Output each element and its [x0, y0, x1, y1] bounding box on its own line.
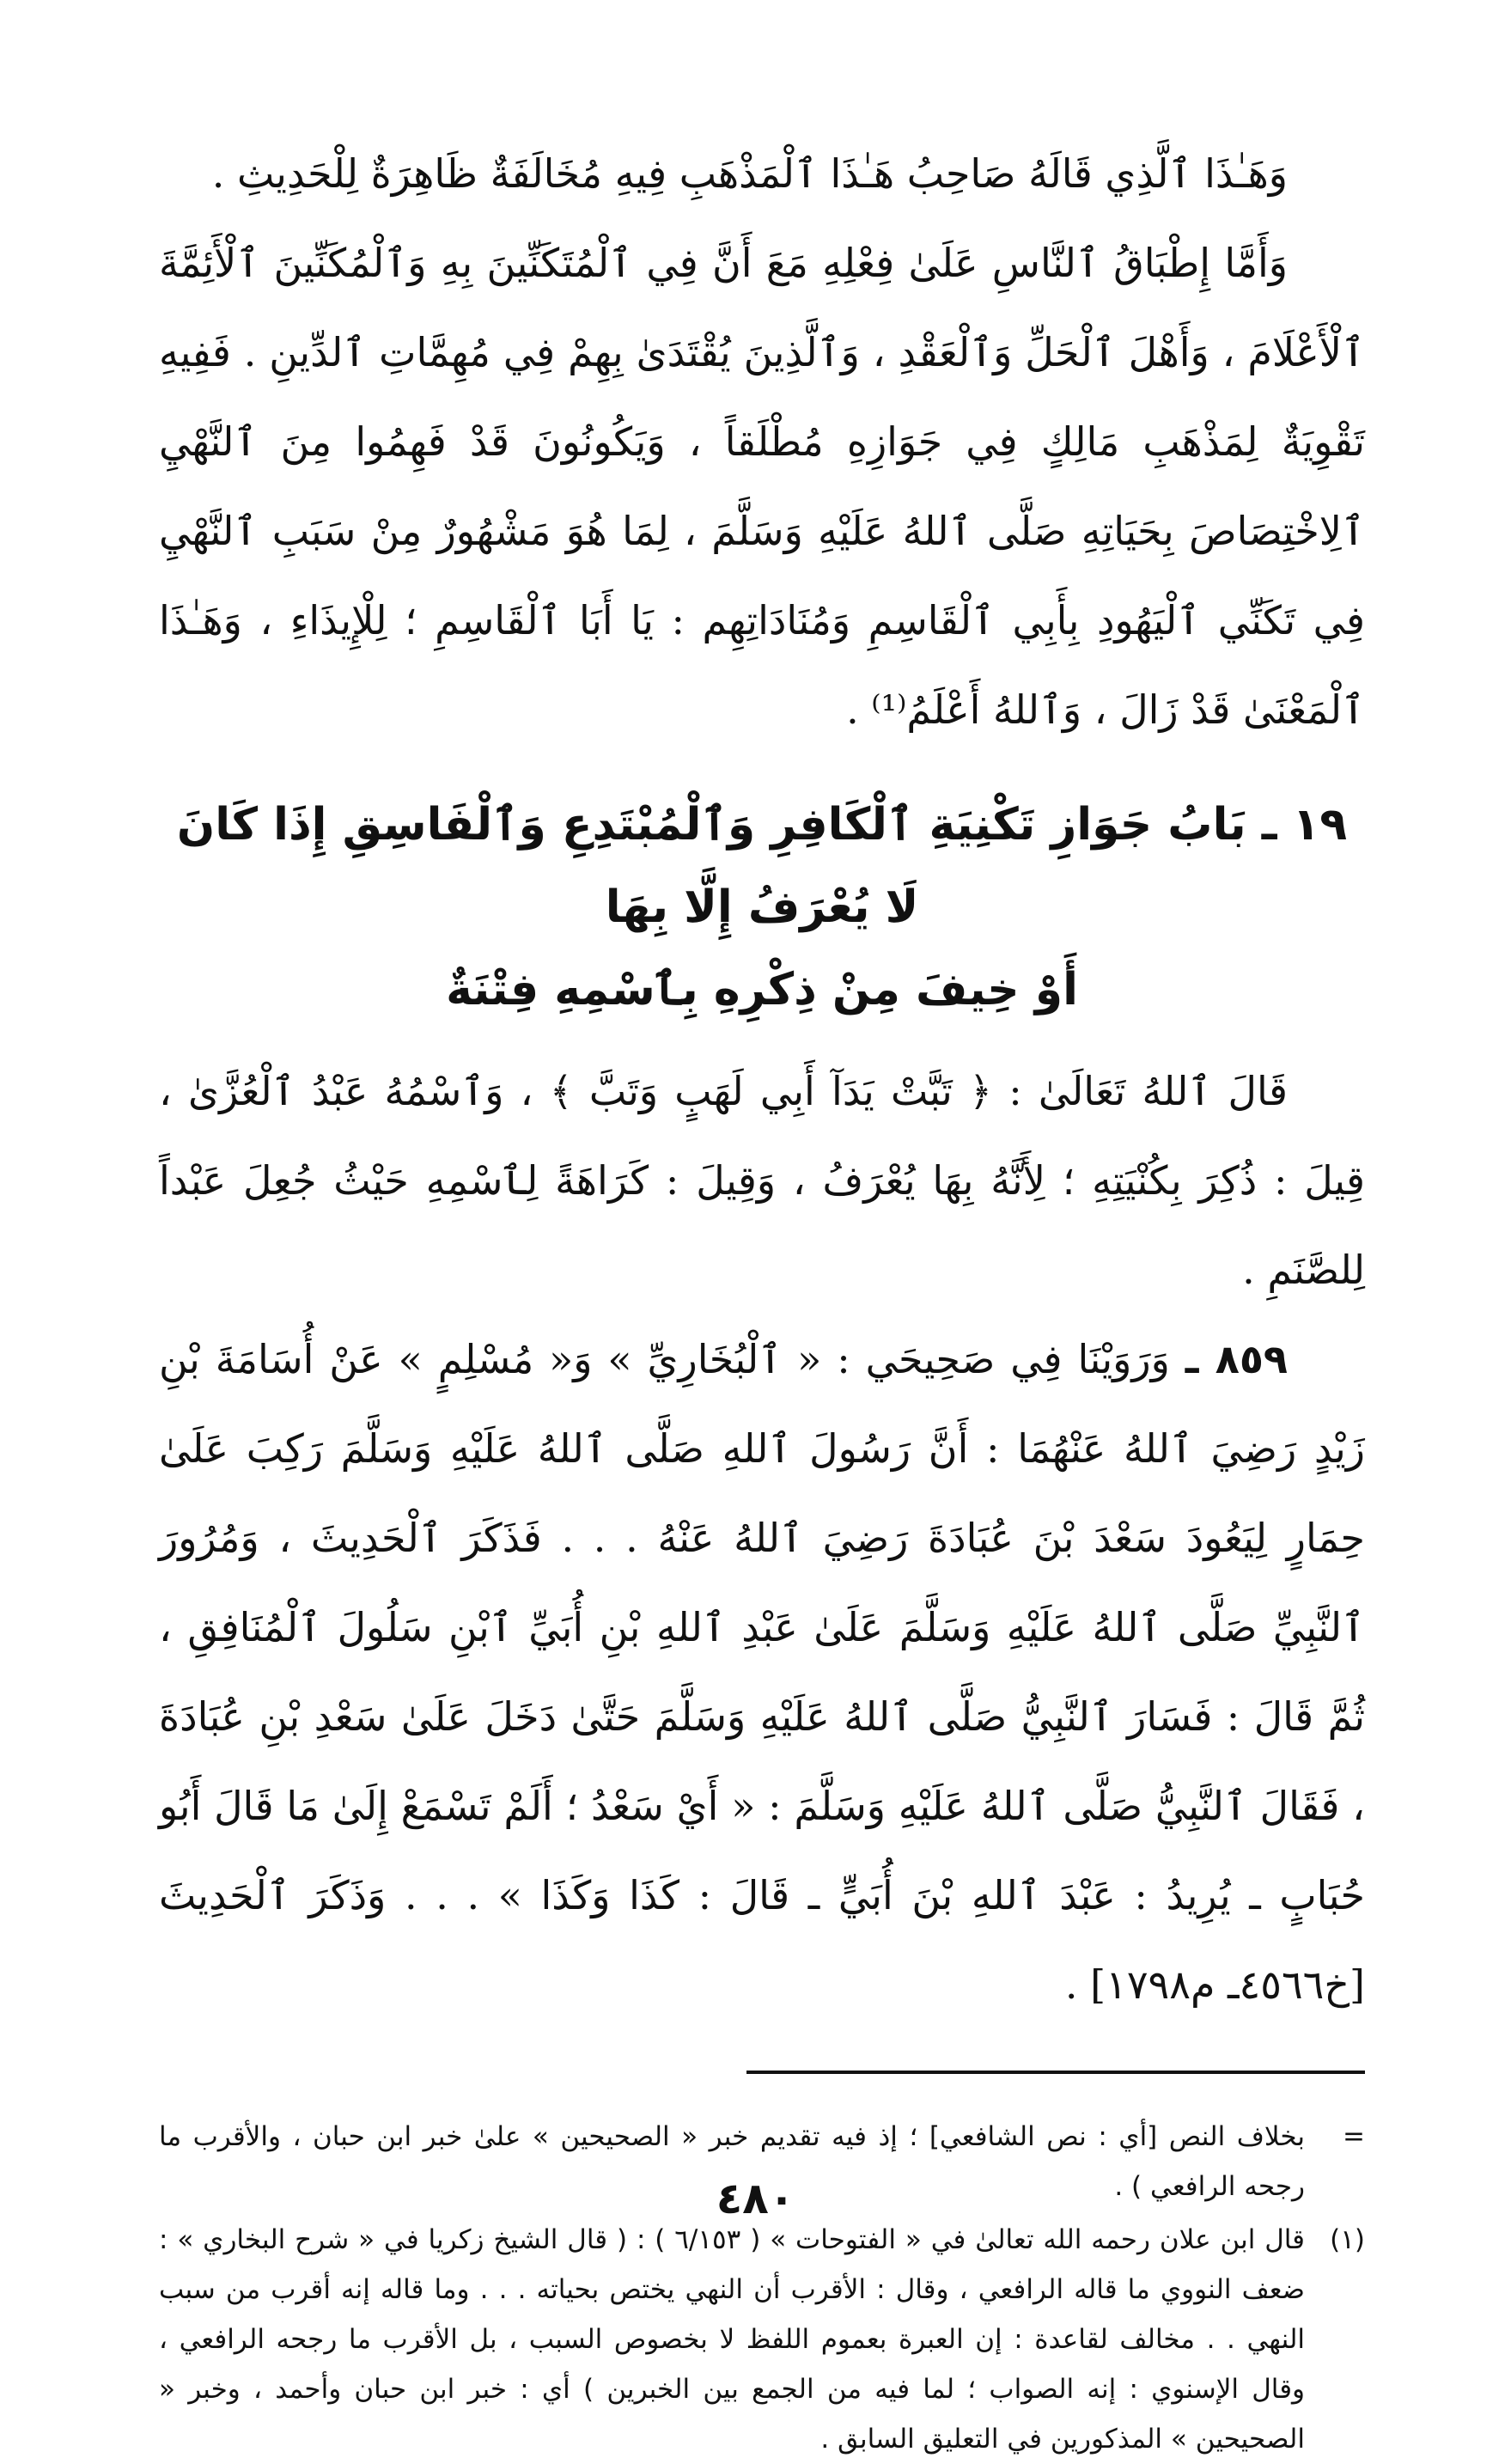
paragraph-quran-quote: قَالَ ٱللهُ تَعَالَىٰ : ﴿ تَبَّتْ يَدَآ أَبِي لَهَبٍ وَتَبَّ ﴾ ، وَٱسْمُهُ عَبْدُ ٱلْعُزَّىٰ ، قِيلَ : ذُكِرَ بِكُنْيَتِهِ ؛ لِأَنَّهُ بِهَا يُعْرَفُ ، وَقِيلَ : كَرَاهَةً لِٱسْمِهِ حَيْثُ جُعِلَ عَبْداً لِلصَّنَمِ .	[159, 1068, 1365, 1293]
chapter-heading-line-2: أَوْ خِيفَ مِنْ ذِكْرِهِ بِٱسْمِهِ فِتْنَةٌ	[446, 964, 1078, 1015]
chapter-heading	[159, 784, 1365, 1031]
footnote-text: قال ابن علان رحمه الله تعالىٰ في « الفتوحات » ( ٦/١٥٣ ) : ( قال الشيخ زكريا في « شرح البخاري » : ضعف النووي ما قاله الرافعي ، وقال : الأقرب أن النهي يختص بحياته . . . وما قاله إنه أقرب من سبب النهي . . مخالف لقاعدة : إن العبرة بعموم اللفظ لا بخصوص السبب ، بل الأقرب ما رجحه الرافعي ، وقال الإسنوي : إنه الصواب ؛ لما فيه من الجمع بين الخبرين ) أي : خبر ابن حبان وأحمد ، وخبر « الصحيحين » المذكورين في التعليق السابق .	[159, 2224, 1305, 2455]
footnote-text: بخلاف النص [أي : نص الشافعي] ؛ إذ فيه تقديم خبر « الصحيحين » علىٰ خبر ابن حبان ، والأقرب ما رجحه الرافعي ) .	[159, 2121, 1305, 2202]
main-text-continued	[159, 1046, 1365, 2029]
footnotes	[159, 2112, 1365, 2464]
hadith-text: وَرَوَيْنَا فِي صَحِيحَي : « ٱلْبُخَارِيِّ » وَ« مُسْلِمٍ » عَنْ أُسَامَةَ بْنِ زَيْدٍ رَضِيَ ٱللهُ عَنْهُمَا : أَنَّ رَسُولَ ٱللهِ صَلَّى ٱللهُ عَلَيْهِ وَسَلَّمَ رَكِبَ عَلَىٰ حِمَارٍ لِيَعُودَ سَعْدَ بْنَ عُبَادَةَ رَضِيَ ٱللهُ عَنْهُ . . . فَذَكَرَ ٱلْحَدِيثَ ، وَمُرُورَ ٱلنَّبِيِّ صَلَّى ٱللهُ عَلَيْهِ وَسَلَّمَ عَلَىٰ عَبْدِ ٱللهِ بْنِ أُبَيِّ ٱبْنِ سَلُولَ ٱلْمُنَافِقِ ، ثُمَّ قَالَ : فَسَارَ ٱلنَّبِيُّ صَلَّى ٱللهُ عَلَيْهِ وَسَلَّمَ حَتَّىٰ دَخَلَ عَلَىٰ سَعْدِ بْنِ عُبَادَةَ ، فَقَالَ ٱلنَّبِيُّ صَلَّى ٱللهُ عَلَيْهِ وَسَلَّمَ : « أَيْ سَعْدُ ؛ أَلَمْ تَسْمَعْ إِلَىٰ مَا قَالَ أَبُو حُبَابٍ ـ يُرِيدُ : عَبْدَ ٱللهِ بْنَ أُبَيٍّ ـ قَالَ : كَذَا وَكَذَا » . . . وَذَكَرَ ٱلْحَدِيثَ [خ٤٥٦٦ـ م١٧٩٨] .	[159, 1336, 1365, 2008]
chapter-heading-line-1: ١٩ ـ بَابُ جَوَازِ تَكْنِيَةِ ٱلْكَافِرِ وَٱلْمُبْتَدِعِ وَٱلْفَاسِقِ إِذَا كَانَ لَا يُعْرَفُ إِلَّا بِهَا	[176, 799, 1348, 933]
main-text	[159, 129, 1365, 754]
paragraph-consensus: وَأَمَّا إِطْبَاقُ ٱلنَّاسِ عَلَىٰ فِعْلِهِ مَعَ أَنَّ فِي ٱلْمُتَكَنِّينَ بِهِ وَٱلْمُكَنِّينَ ٱلْأَئِمَّةَ ٱلْأَعْلَامَ ، وَأَهْلَ ٱلْحَلِّ وَٱلْعَقْدِ ، وَٱلَّذِينَ يُقْتَدَىٰ بِهِمْ فِي مُهِمَّاتِ ٱلدِّينِ . فَفِيهِ تَقْوِيَةٌ لِمَذْهَبِ مَالِكٍ فِي جَوَازِهِ مُطْلَقاً ، وَيَكُونُونَ قَدْ فَهِمُوا مِنَ ٱلنَّهْيِ ٱلِاخْتِصَاصَ بِحَيَاتِهِ صَلَّى ٱللهُ عَلَيْهِ وَسَلَّمَ ، لِمَا هُوَ مَشْهُورٌ مِنْ سَبَبِ ٱلنَّهْيِ فِي تَكَنِّي ٱلْيَهُودِ بِأَبِي ٱلْقَاسِمِ وَمُنَادَاتِهِم : يَا أَبَا ٱلْقَاسِمِ ؛ لِلْإِيذَاءِ ، وَهَـٰذَا ٱلْمَعْنَىٰ قَدْ زَالَ ، وَٱللهُ أَعْلَمُ⁽¹⁾ .	[159, 240, 1365, 733]
footnote-separator	[746, 2071, 1365, 2074]
hadith-paragraph	[159, 1314, 1365, 2029]
page-number: ٤٨٠	[716, 2174, 795, 2223]
footnote-marker: =	[1343, 2121, 1365, 2152]
paragraph-opening: وَهَـٰذَا ٱلَّذِي قَالَهُ صَاحِبُ هَـٰذَا ٱلْمَذْهَبِ فِيهِ مُخَالَفَةٌ ظَاهِرَةٌ لِلْحَدِيثِ .	[211, 150, 1288, 197]
hadith-number: ٨٥٩ ـ	[1185, 1336, 1288, 1382]
footnote-1	[159, 2215, 1365, 2464]
footnote-marker: (١)	[1330, 2224, 1365, 2255]
